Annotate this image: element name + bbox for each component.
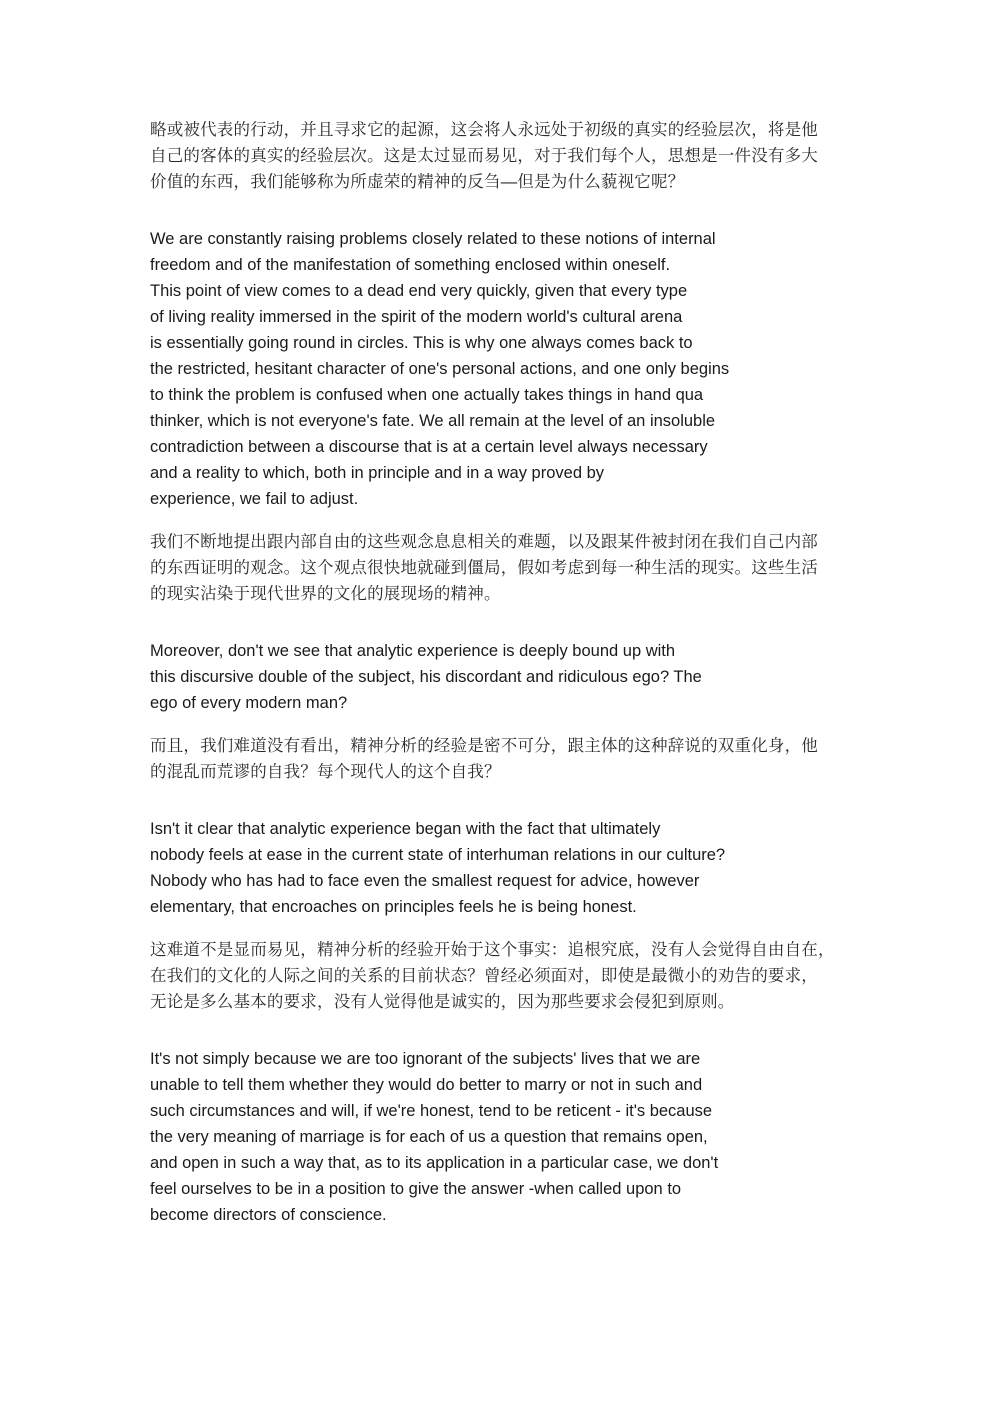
text-line: and open in such a way that, as to its application in a particular case, we don't bbox=[150, 1154, 719, 1172]
text-line: become directors of conscience. bbox=[150, 1206, 387, 1224]
text-line: such circumstances and will, if we're honest, tend to be reticent - it's because bbox=[150, 1102, 713, 1120]
text-line: this discursive double of the subject, his discordant and ridiculous ego? The bbox=[150, 668, 702, 686]
text-line: 的现实沾染于现代世界的文化的展现场的精神。 bbox=[150, 585, 501, 603]
text-line: 在我们的文化的人际之间的关系的目前状态？曾经必须面对，即使是最微小的劝告的要求， bbox=[150, 967, 818, 985]
text-line: It's not simply because we are too ignorant of the subjects' lives that we are bbox=[150, 1050, 701, 1068]
text-line: feel ourselves to be in a position to give the answer -when called upon to bbox=[150, 1180, 682, 1198]
text-line: 而且，我们难道没有看出，精神分析的经验是密不可分，跟主体的这种辞说的双重化身，他 bbox=[150, 737, 818, 755]
text-column bbox=[150, 117, 850, 1228]
text-line: nobody feels at ease in the current state of interhuman relations in our culture? bbox=[150, 846, 726, 864]
paragraph-en-1 bbox=[150, 226, 850, 512]
text-line: 略或被代表的行动，并且寻求它的起源，这会将人永远处于初级的真实的经验层次，将是他 bbox=[150, 121, 818, 139]
text-line: 自己的客体的真实的经验层次。这是太过显而易见，对于我们每个人，思想是一件没有多大 bbox=[150, 147, 818, 165]
text-line: We are constantly raising problems closely related to these notions of internal bbox=[150, 230, 716, 248]
text-line: to think the problem is confused when one actually takes things in hand qua bbox=[150, 386, 704, 404]
text-line: 的混乱而荒谬的自我？每个现代人的这个自我？ bbox=[150, 763, 501, 781]
text-line: 我们不断地提出跟内部自由的这些观念息息相关的难题，以及跟某件被封闭在我们自己内部 bbox=[150, 533, 818, 551]
text-line: the restricted, hesitant character of one's personal actions, and one only begins bbox=[150, 360, 730, 378]
text-line: 的东西证明的观念。这个观点很快地就碰到僵局，假如考虑到每一种生活的现实。这些生活 bbox=[150, 559, 818, 577]
text-line: Nobody who has had to face even the smallest request for advice, however bbox=[150, 872, 700, 890]
text-line: and a reality to which, both in principle and in a way proved by bbox=[150, 464, 605, 482]
text-line: the very meaning of marriage is for each of us a question that remains open, bbox=[150, 1128, 708, 1146]
text-line: This point of view comes to a dead end very quickly, given that every type bbox=[150, 282, 688, 300]
text-line: experience, we fail to adjust. bbox=[150, 490, 359, 508]
text-line: of living reality immersed in the spirit of the modern world's cultural arena bbox=[150, 308, 683, 326]
text-line: Moreover, don't we see that analytic experience is deeply bound up with bbox=[150, 642, 676, 660]
text-line: 无论是多么基本的要求，没有人觉得他是诚实的，因为那些要求会侵犯到原则。 bbox=[150, 993, 735, 1011]
text-line: freedom and of the manifestation of something enclosed within oneself. bbox=[150, 256, 671, 274]
text-line: ego of every modern man? bbox=[150, 694, 348, 712]
paragraph-zh-1 bbox=[150, 117, 850, 195]
paragraph-en-4 bbox=[150, 1046, 850, 1228]
paragraph-zh-4 bbox=[150, 937, 850, 1015]
paragraph-zh-3 bbox=[150, 733, 850, 785]
text-line: contradiction between a discourse that is at a certain level always necessary bbox=[150, 438, 708, 456]
text-line: unable to tell them whether they would do better to marry or not in such and bbox=[150, 1076, 703, 1094]
paragraph-en-2 bbox=[150, 638, 850, 716]
text-line: 价值的东西，我们能够称为所虚荣的精神的反刍—但是为什么藐视它呢？ bbox=[150, 173, 685, 191]
text-line: elementary, that encroaches on principles feels he is being honest. bbox=[150, 898, 637, 916]
paragraph-en-3 bbox=[150, 816, 850, 920]
paragraph-zh-2 bbox=[150, 529, 850, 607]
text-line: is essentially going round in circles. This is why one always comes back to bbox=[150, 334, 693, 352]
text-line: 这难道不是显而易见，精神分析的经验开始于这个事实：追根究底，没有人会觉得自由自在， bbox=[150, 941, 835, 959]
text-line: Isn't it clear that analytic experience began with the fact that ultimately bbox=[150, 820, 661, 838]
text-line: thinker, which is not everyone's fate. We all remain at the level of an insoluble bbox=[150, 412, 716, 430]
